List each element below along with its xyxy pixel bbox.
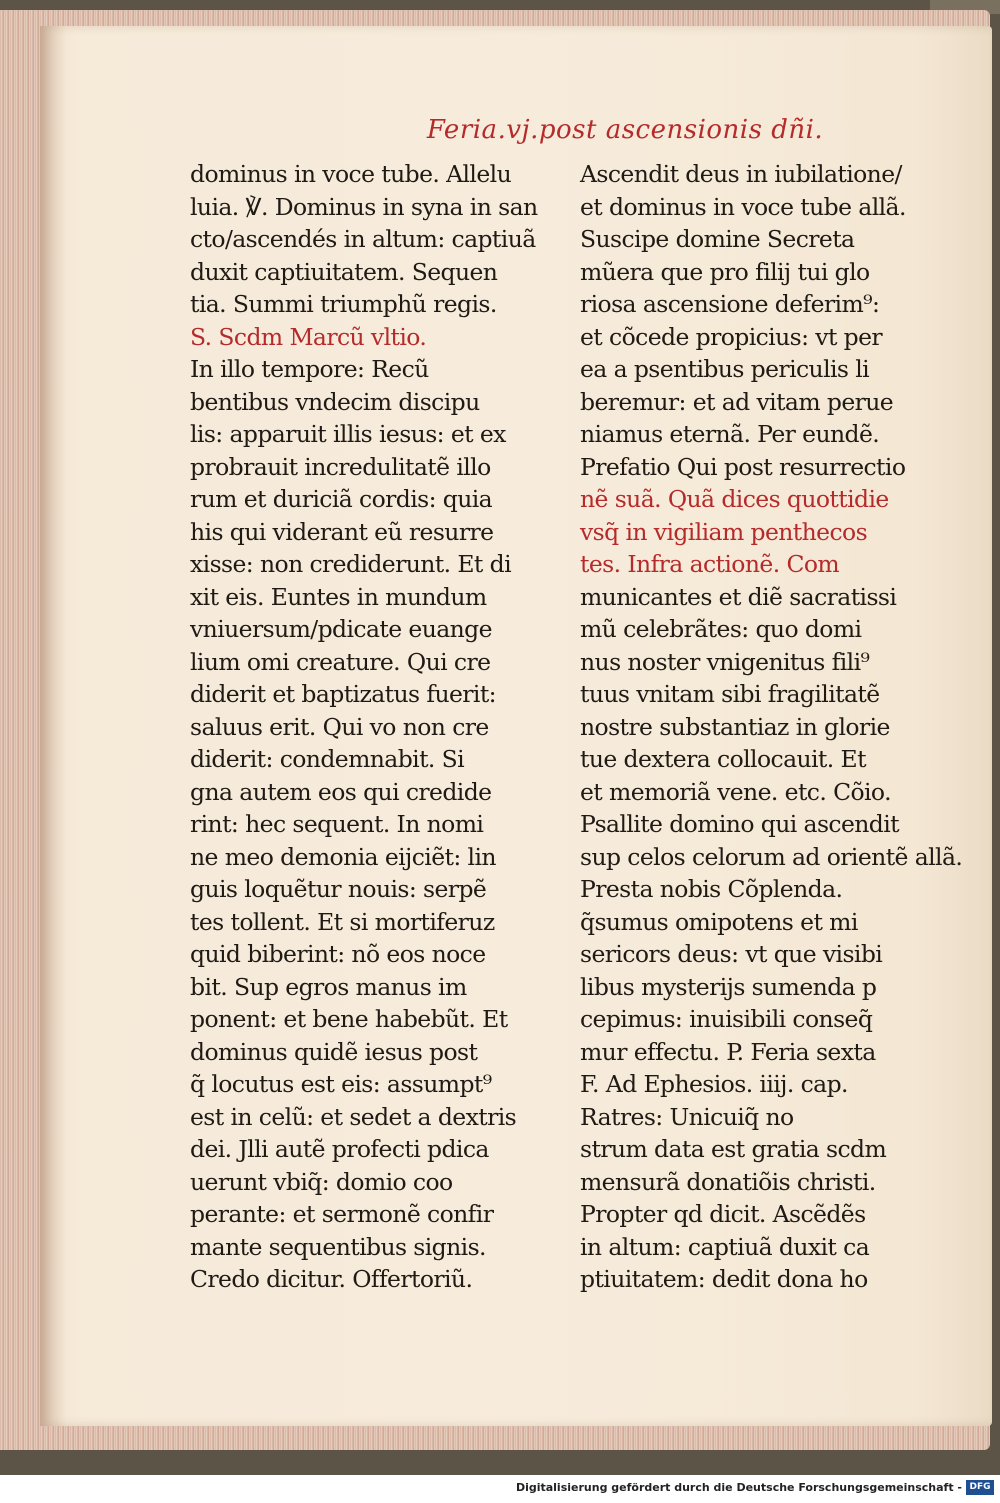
text-line: q̃ locutus est eis: assumpt⁹ [190, 1070, 492, 1098]
text-line: duxit captiuitatem. Sequen [190, 257, 498, 286]
footer-bar [0, 1475, 1000, 1503]
text-line: tes. Infra actionẽ. Com [580, 550, 840, 578]
text-line: sericors deus: vt que visibi [580, 940, 883, 968]
text-line: tes tollent. Et si mortiferuz [190, 907, 495, 936]
text-line: nostre substantiaz in glorie [580, 712, 890, 741]
text-line: lium omi creature. Qui cre [190, 647, 491, 676]
text-line: Propter qd dicit. Ascẽdẽs [580, 1200, 866, 1228]
text-line: tuus vnitam sibi fragilitatẽ [580, 680, 880, 708]
text-line: saluus erit. Qui vo non cre [190, 712, 489, 741]
text-line: cto/ascendés in altum: captiuã [190, 225, 536, 253]
text-line: perante: et sermonẽ confir [190, 1200, 494, 1228]
text-line: guis loquẽtur nouis: serpẽ [190, 875, 487, 903]
text-line: Credo dicitur. Offertoriũ. [190, 1265, 473, 1293]
text-line: q̃sumus omipotens et mi [580, 907, 858, 936]
text-line: luia. ℣. Dominus in syna in san [190, 192, 538, 221]
text-line: sup celos celorum ad orientẽ allã. [580, 842, 963, 871]
text-line: his qui viderant eũ resurre [190, 517, 494, 546]
text-line: tue dextera collocauit. Et [580, 745, 866, 773]
text-line: ea a psentibus periculis li [580, 355, 870, 383]
right-column [580, 158, 963, 1296]
text-line: municantes et diẽ sacratissi [580, 582, 897, 611]
text-line: riosa ascensione deferim⁹: [580, 290, 880, 318]
text-line: lis: apparuit illis iesus: et ex [190, 420, 506, 448]
text-line: diderit: condemnabit. Si [190, 745, 465, 773]
text-line: tia. Summi triumphũ regis. [190, 290, 497, 318]
text-line: mensurã donatiõis christi. [580, 1167, 876, 1196]
text-line: ne meo demonia eijciẽt: lin [190, 842, 496, 871]
text-line: dominus in voce tube. Allelu [190, 160, 512, 188]
text-line: Ascendit deus in iubilatione/ [580, 160, 902, 188]
text-line: Prefatio Qui post resurrectio [580, 452, 906, 481]
text-block [190, 110, 963, 1296]
text-line: mante sequentibus signis. [190, 1232, 486, 1261]
text-line: uerunt vbiq̃: domio coo [190, 1167, 453, 1196]
book-page [40, 26, 992, 1426]
text-line: et cõcede propicius: vt per [580, 322, 883, 351]
text-columns [190, 158, 963, 1296]
text-line: dei. Jlli autẽ profecti pdica [190, 1135, 489, 1163]
text-line: mũera que pro filij tui glo [580, 257, 870, 286]
text-line: cepimus: inuisibili conseq̃ [580, 1005, 873, 1033]
text-line: rint: hec sequent. In nomi [190, 810, 484, 838]
text-line: niamus eternã. Per eundẽ. [580, 420, 880, 448]
text-line: gna autem eos qui credide [190, 777, 492, 806]
running-head: Feria.vj.post ascensionis dñi. [426, 115, 824, 145]
text-line: bentibus vndecim discipu [190, 387, 480, 416]
text-line: xisse: non crediderunt. Et di [190, 550, 511, 578]
text-line: libus mysterijs sumenda p [580, 972, 877, 1001]
gutter-shadow [40, 26, 66, 1426]
text-line: ponent: et bene habebũt. Et [190, 1005, 508, 1033]
text-line: Psallite domino qui ascendit [580, 810, 900, 838]
text-line: F. Ad Ephesios. iiij. cap. [580, 1070, 848, 1098]
text-line: nẽ suã. Quã dices quottidie [580, 485, 889, 513]
text-line: et dominus in voce tube allã. [580, 192, 906, 221]
text-line: nus noster vnigenitus fili⁹ [580, 647, 870, 676]
text-line: mur effectu. P. Feria sexta [580, 1037, 876, 1066]
text-line: diderit et baptizatus fuerit: [190, 680, 497, 708]
text-line: bit. Sup egros manus im [190, 972, 467, 1001]
text-line: in altum: captiuã duxit ca [580, 1232, 870, 1261]
text-line: Suscipe domine Secreta [580, 225, 855, 253]
left-column [190, 158, 538, 1296]
text-line: rum et duriciã cordis: quia [190, 485, 493, 513]
text-line: vniuersum/pdicate euange [190, 615, 492, 643]
text-line: quid biberint: nõ eos noce [190, 940, 486, 968]
text-line: probrauit incredulitatẽ illo [190, 452, 491, 481]
text-line: S. Scdm Marcũ vltio. [190, 322, 427, 351]
dfg-logo: DFG [966, 1480, 994, 1495]
text-line: est in celũ: et sedet a dextris [190, 1102, 517, 1131]
text-line: et memoriã vene. etc. Cõio. [580, 777, 891, 806]
text-line: In illo tempore: Recũ [190, 355, 429, 383]
text-line: Presta nobis Cõplenda. [580, 875, 843, 903]
text-line: Ratres: Unicuiq̃ no [580, 1102, 794, 1131]
text-line: vsq̃ in vigiliam penthecos [580, 517, 868, 546]
text-line: ptiuitatem: dedit dona ho [580, 1265, 868, 1293]
footer-credit: Digitalisierung gefördert durch die Deutsche Forschungsgemeinschaft - [515, 1481, 962, 1494]
text-line: mũ celebrãtes: quo domi [580, 615, 862, 643]
text-line: strum data est gratia scdm [580, 1135, 887, 1163]
text-line: xit eis. Euntes in mundum [190, 582, 487, 611]
text-line: dominus quidẽ iesus post [190, 1037, 478, 1066]
text-line: beremur: et ad vitam perue [580, 387, 894, 416]
